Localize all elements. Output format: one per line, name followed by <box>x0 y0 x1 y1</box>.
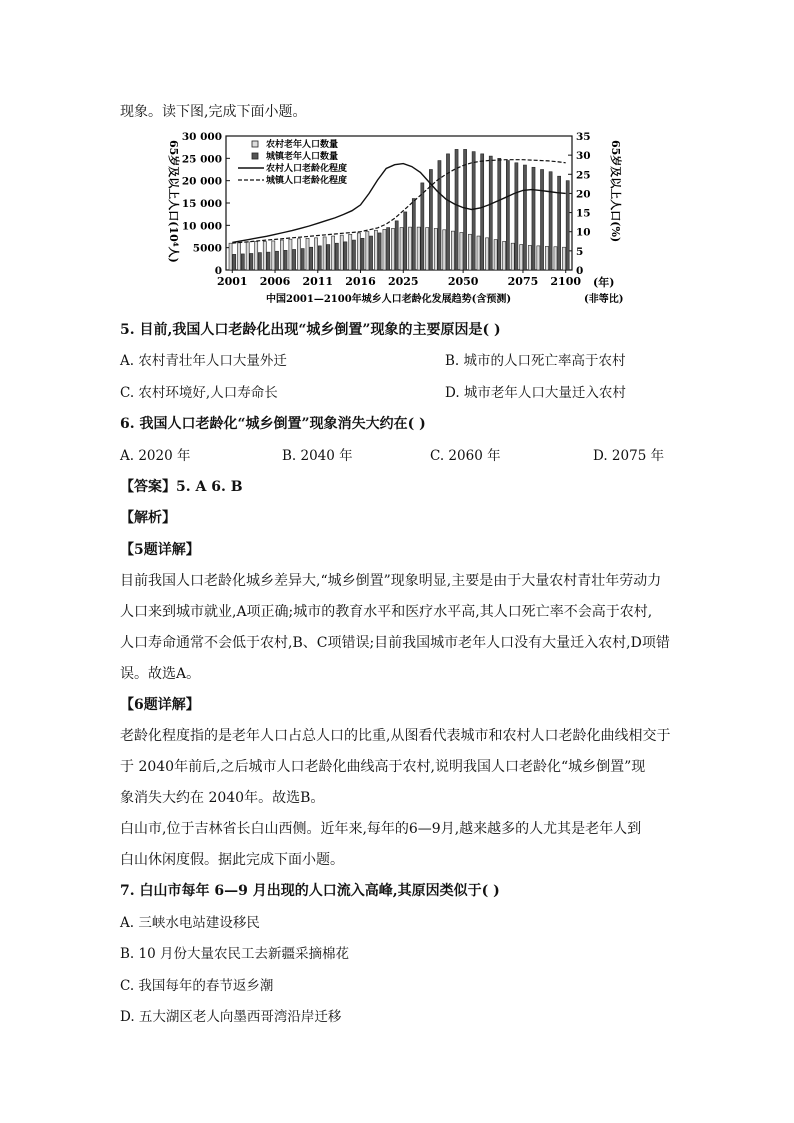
urban-count-bar <box>506 161 509 270</box>
q5-option-d[interactable]: D. 城市老年人口大量迁入农村 <box>445 385 626 401</box>
urban-count-bar <box>352 240 355 270</box>
urban-count-bar <box>549 172 552 270</box>
q5-option-b[interactable]: B. 城市的人口死亡率高于农村 <box>445 353 626 369</box>
rural-count-bar <box>503 241 506 270</box>
rural-count-bar <box>520 245 523 270</box>
q5-stem: 5. 目前,我国人口老龄化出现“城乡倒置”现象的主要原因是( ) <box>120 322 501 338</box>
urban-count-bar <box>515 163 518 270</box>
urban-count-bar <box>370 236 373 270</box>
rural-count-bar <box>297 239 300 270</box>
answer-line: 【答案】5. A 6. B <box>120 479 243 495</box>
urban-count-bar <box>284 250 287 270</box>
rural-count-bar <box>426 228 429 270</box>
urban-count-bar <box>387 228 390 270</box>
x-tick-label: 2100 <box>550 275 582 288</box>
analysis-heading: 【解析】 <box>120 510 176 526</box>
rural-count-bar <box>349 234 352 270</box>
urban-count-bar <box>318 246 321 270</box>
legend-urban-aging: 城镇人口老龄化程度 <box>266 176 348 186</box>
q6-option-d[interactable]: D. 2075 年 <box>593 448 665 464</box>
x-tick-label: 2011 <box>302 275 334 288</box>
rural-count-bar <box>332 236 335 270</box>
urban-count-bar <box>566 181 569 270</box>
legend-urban-count-swatch <box>252 153 258 159</box>
q6-detail-line-2: 于 2040年前后,之后城市人口老龄化曲线高于农村,说明我国人口老龄化“城乡倒置”现 <box>120 759 646 775</box>
rural-count-bar <box>400 228 403 270</box>
rural-count-bar <box>315 238 318 270</box>
x-tick-label: 2075 <box>507 275 539 288</box>
right-tick-label: 10 <box>576 226 591 239</box>
rural-count-bar <box>229 243 232 270</box>
q5-detail-line-2: 人口来到城市就业,A项正确;城市的教育水平和医疗水平高,其人口死亡率不会高于农村, <box>120 604 653 620</box>
urban-count-bar <box>541 170 544 271</box>
left-tick-label: 0 <box>214 265 222 277</box>
rural-count-bar <box>417 227 420 270</box>
rural-count-bar <box>357 233 360 270</box>
legend-rural-count-swatch <box>252 141 258 147</box>
q7-option-b[interactable]: B. 10 月份大量农民工去新疆采摘棉花 <box>120 946 349 962</box>
rural-count-bar <box>537 246 540 270</box>
urban-count-bar <box>233 254 236 270</box>
q7-option-a[interactable]: A. 三峡水电站建设移民 <box>120 915 260 931</box>
urban-count-bar <box>241 254 244 270</box>
urban-count-bar <box>464 149 467 270</box>
urban-count-bar <box>438 161 441 270</box>
q6-detail-line-3: 象消失大约在 2040年。故选B。 <box>120 790 325 806</box>
rural-count-bar <box>494 240 497 270</box>
urban-count-bar <box>275 251 278 270</box>
urban-count-bar <box>404 212 407 270</box>
rural-count-bar <box>443 230 446 270</box>
rural-count-bar <box>460 232 463 270</box>
right-axis-label: 65岁及以上人口(%) <box>609 140 622 243</box>
right-tick-label: 5 <box>576 245 584 258</box>
legend-urban-count: 城镇老年人口数量 <box>266 152 339 162</box>
right-tick-label: 15 <box>576 207 591 220</box>
x-note: (非等比) <box>584 294 624 305</box>
x-tick-label: 2006 <box>259 275 291 288</box>
urban-count-bar <box>395 221 398 270</box>
rural-count-bar <box>246 242 249 270</box>
rural-count-bar <box>366 232 369 270</box>
left-tick-label: 10 000 <box>181 220 222 233</box>
q6-stem: 6. 我国人口老龄化“城乡倒置”现象消失大约在( ) <box>120 416 426 432</box>
urban-count-bar <box>412 199 415 270</box>
x-tick-label: 2001 <box>216 275 248 288</box>
left-tick-label: 20 000 <box>181 175 222 188</box>
left-tick-label: 25 000 <box>181 153 222 166</box>
q6-option-c[interactable]: C. 2060 年 <box>430 448 501 464</box>
urban-count-bar <box>258 253 261 270</box>
rural-count-bar <box>272 241 275 270</box>
rural-count-bar <box>383 229 386 270</box>
q7-option-d[interactable]: D. 五大湖区老人向墨西哥湾沿岸迁移 <box>120 1009 342 1025</box>
urban-count-bar <box>446 154 449 270</box>
right-tick-label: 0 <box>576 265 584 277</box>
q7-option-c[interactable]: C. 我国每年的春节返乡潮 <box>120 978 274 994</box>
q5-detail-line-3: 人口寿命通常不会低于农村,B、C项错误;目前我国城市老年人口没有大量迁入农村,D项错 <box>120 635 670 651</box>
rural-count-bar <box>562 247 565 270</box>
urban-count-bar <box>344 242 347 270</box>
q6-detail-heading: 【6题详解】 <box>120 697 200 713</box>
q5-option-c[interactable]: C. 农村环境好,人口寿命长 <box>120 385 278 401</box>
urban-count-bar <box>489 156 492 270</box>
rural-count-bar <box>434 228 437 270</box>
rural-count-bar <box>340 235 343 270</box>
urban-count-bar <box>523 165 526 270</box>
rural-count-bar <box>511 243 514 270</box>
rural-count-bar <box>263 241 266 270</box>
right-tick-label: 35 <box>576 131 591 143</box>
rural-count-bar <box>391 228 394 270</box>
rural-count-bar <box>486 238 489 270</box>
q6-detail-line-1: 老龄化程度指的是老年人口占总人口的比重,从图看代表城市和农村人口老龄化曲线相交于 <box>120 728 671 744</box>
urban-count-bar <box>335 243 338 270</box>
q5-detail-heading: 【5题详解】 <box>120 542 200 558</box>
rural-count-bar <box>451 231 454 270</box>
rural-count-bar <box>255 241 258 270</box>
legend-rural-aging: 农村人口老龄化程度 <box>266 164 348 174</box>
x-tick-label: 2025 <box>387 275 419 288</box>
rural-count-bar <box>468 234 471 270</box>
rural-count-bar <box>477 236 480 270</box>
urban-count-bar <box>481 154 484 270</box>
aging-trend-chart <box>160 128 624 314</box>
rural-count-bar <box>306 238 309 270</box>
legend <box>238 138 347 186</box>
intro2-line-1: 白山市,位于吉林省长白山西侧。近年来,每年的6—9月,越来越多的人尤其是老年人到 <box>120 821 642 837</box>
x-tick-label: 2016 <box>345 275 376 288</box>
urban-count-bar <box>532 167 535 270</box>
urban-count-bar <box>498 158 501 270</box>
chart-title: 中国2001—2100年城乡人口老龄化发展趋势(含预测) <box>266 294 512 305</box>
urban-count-bar <box>558 176 561 270</box>
rural-count-bar <box>238 242 241 270</box>
rural-count-bar <box>374 230 377 270</box>
urban-count-bar <box>421 183 424 270</box>
rural-count-bar <box>323 237 326 270</box>
rural-count-bar <box>289 239 292 270</box>
right-tick-label: 30 <box>576 150 591 163</box>
left-tick-label: 30 000 <box>181 131 222 143</box>
right-tick-label: 20 <box>576 188 591 201</box>
right-tick-label: 25 <box>576 169 591 182</box>
x-unit: (年) <box>593 276 615 289</box>
rural-count-bar <box>280 240 283 270</box>
intro2-line-2: 白山休闲度假。据此完成下面小题。 <box>120 852 344 868</box>
x-tick-label: 2050 <box>447 275 479 288</box>
rural-count-bar <box>554 247 557 270</box>
urban-count-bar <box>361 238 364 270</box>
rural-count-bar <box>409 227 412 270</box>
left-tick-label: 5000 <box>192 242 222 255</box>
urban-count-bar <box>267 252 270 270</box>
urban-count-bar <box>327 245 330 270</box>
left-axis-label: 65岁及以上人口(10⁴人) <box>167 140 180 263</box>
rural-count-bar <box>528 245 531 270</box>
urban-count-bar <box>293 249 296 270</box>
legend-rural-count: 农村老年人口数量 <box>266 140 339 150</box>
rural-count-bar <box>545 246 548 270</box>
q6-option-a[interactable]: A. 2020 年 <box>120 448 191 464</box>
intro-line: 现象。读下图,完成下面小题。 <box>120 104 307 120</box>
q5-detail-line-4: 误。故选A。 <box>120 666 201 682</box>
urban-count-bar <box>301 249 304 270</box>
q5-detail-line-1: 目前我国人口老龄化城乡差异大,“城乡倒置”现象明显,主要是由于大量农村青壮年劳动力 <box>120 573 662 589</box>
urban-count-bar <box>310 247 313 270</box>
left-tick-label: 15 000 <box>181 198 222 210</box>
urban-count-bar <box>472 152 475 270</box>
q7-stem: 7. 白山市每年 6—9 月出现的人口流入高峰,其原因类似于( ) <box>120 883 500 899</box>
q6-option-b[interactable]: B. 2040 年 <box>282 448 353 464</box>
urban-count-bar <box>250 253 253 270</box>
q5-option-a[interactable]: A. 农村青壮年人口大量外迁 <box>120 353 287 369</box>
urban-count-bar <box>378 233 381 270</box>
